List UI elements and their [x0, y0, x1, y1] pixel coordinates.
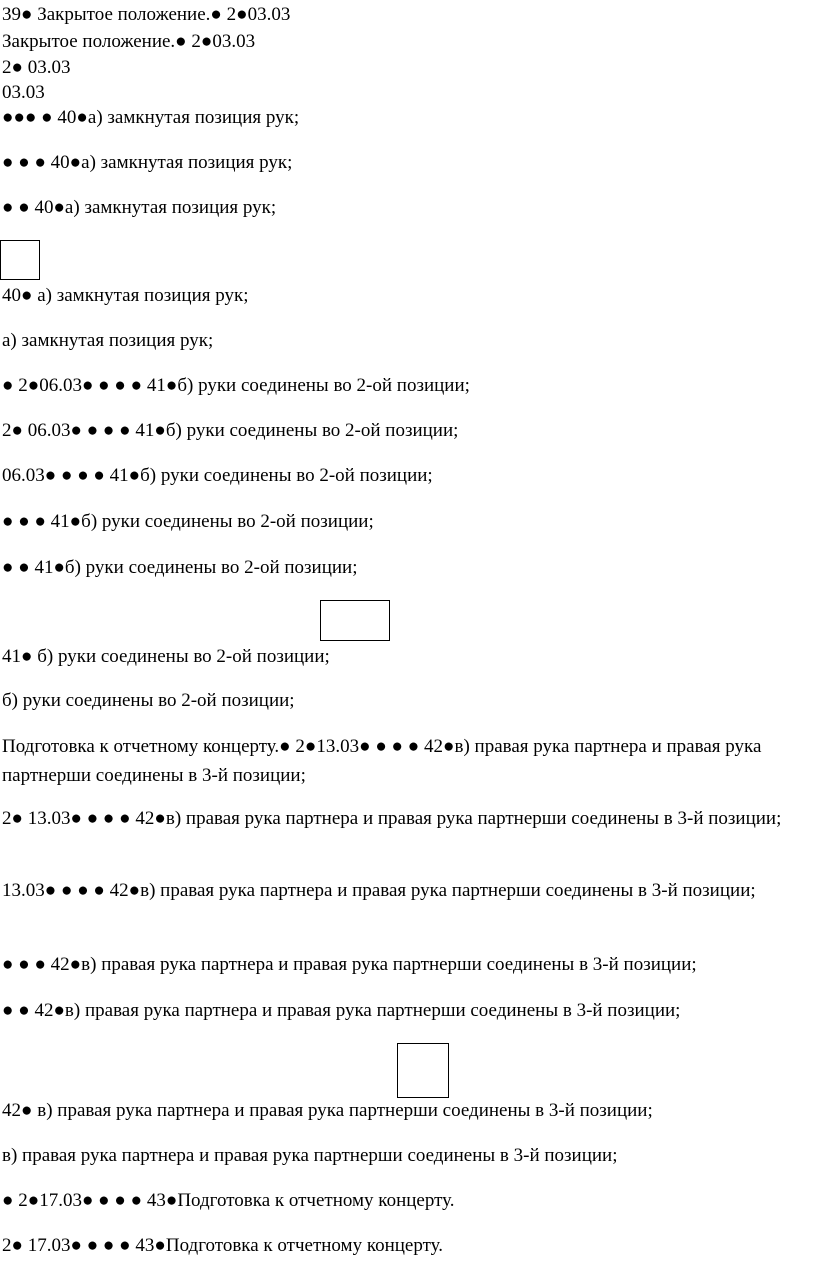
text-line-18: 2● 13.03● ● ● ● 42●в) правая рука партнера и правая рука партнерши соединены в 3-й позиции;	[2, 808, 782, 829]
text-line-20: ● ● ● 42●в) правая рука партнера и правая рука партнерши соединены в 3-й позиции;	[2, 954, 697, 975]
empty-image-placeholder	[320, 600, 390, 641]
empty-image-placeholder	[397, 1043, 449, 1098]
text-line-3: 2● 03.03	[2, 57, 71, 78]
text-line-13: ● ● ● 41●б) руки соединены во 2-ой позиции;	[2, 511, 374, 532]
text-line-10: ● 2●06.03● ● ● ● 41●б) руки соединены во 2-ой позиции;	[2, 375, 470, 396]
text-line-17: Подготовка к отчетному концерту.● 2●13.03● ● ● ● 42●в) правая рука партнера и правая рука партнерши соединены в 3-й позиции;	[2, 736, 762, 786]
text-line-25: 2● 17.03● ● ● ● 43●Подготовка к отчетному концерту.	[2, 1235, 444, 1256]
text-line-24: ● 2●17.03● ● ● ● 43●Подготовка к отчетному концерту.	[2, 1190, 455, 1211]
text-line-2: Закрытое положение.● 2●03.03	[2, 31, 256, 52]
text-line-22: 42● в) правая рука партнера и правая рука партнерши соединены в 3-й позиции;	[2, 1100, 653, 1121]
text-line-11: 2● 06.03● ● ● ● 41●б) руки соединены во 2-ой позиции;	[2, 420, 459, 441]
text-line-6: ● ● ● 40●а) замкнутая позиция рук;	[2, 152, 293, 173]
text-line-5: ●●● ● 40●а) замкнутая позиция рук;	[2, 107, 300, 128]
text-line-8: 40● а) замкнутая позиция рук;	[2, 285, 249, 306]
text-line-16: б) руки соединены во 2-ой позиции;	[2, 690, 295, 711]
empty-image-placeholder	[0, 240, 40, 280]
text-line-9: а) замкнутая позиция рук;	[2, 330, 214, 351]
text-line-15: 41● б) руки соединены во 2-ой позиции;	[2, 646, 330, 667]
text-line-4: 03.03	[2, 82, 45, 103]
text-line-19: 13.03● ● ● ● 42●в) правая рука партнера и правая рука партнерши соединены в 3-й позиции;	[2, 880, 756, 901]
text-line-7: ● ● 40●а) замкнутая позиция рук;	[2, 197, 277, 218]
text-line-14: ● ● 41●б) руки соединены во 2-ой позиции;	[2, 557, 358, 578]
text-line-12: 06.03● ● ● ● 41●б) руки соединены во 2-ой позиции;	[2, 465, 433, 486]
text-line-23: в) правая рука партнера и правая рука партнерши соединены в 3-й позиции;	[2, 1145, 618, 1166]
text-line-1: 39● Закрытое положение.● 2●03.03	[2, 4, 291, 25]
text-line-21: ● ● 42●в) правая рука партнера и правая рука партнерши соединены в 3-й позиции;	[2, 1000, 681, 1021]
